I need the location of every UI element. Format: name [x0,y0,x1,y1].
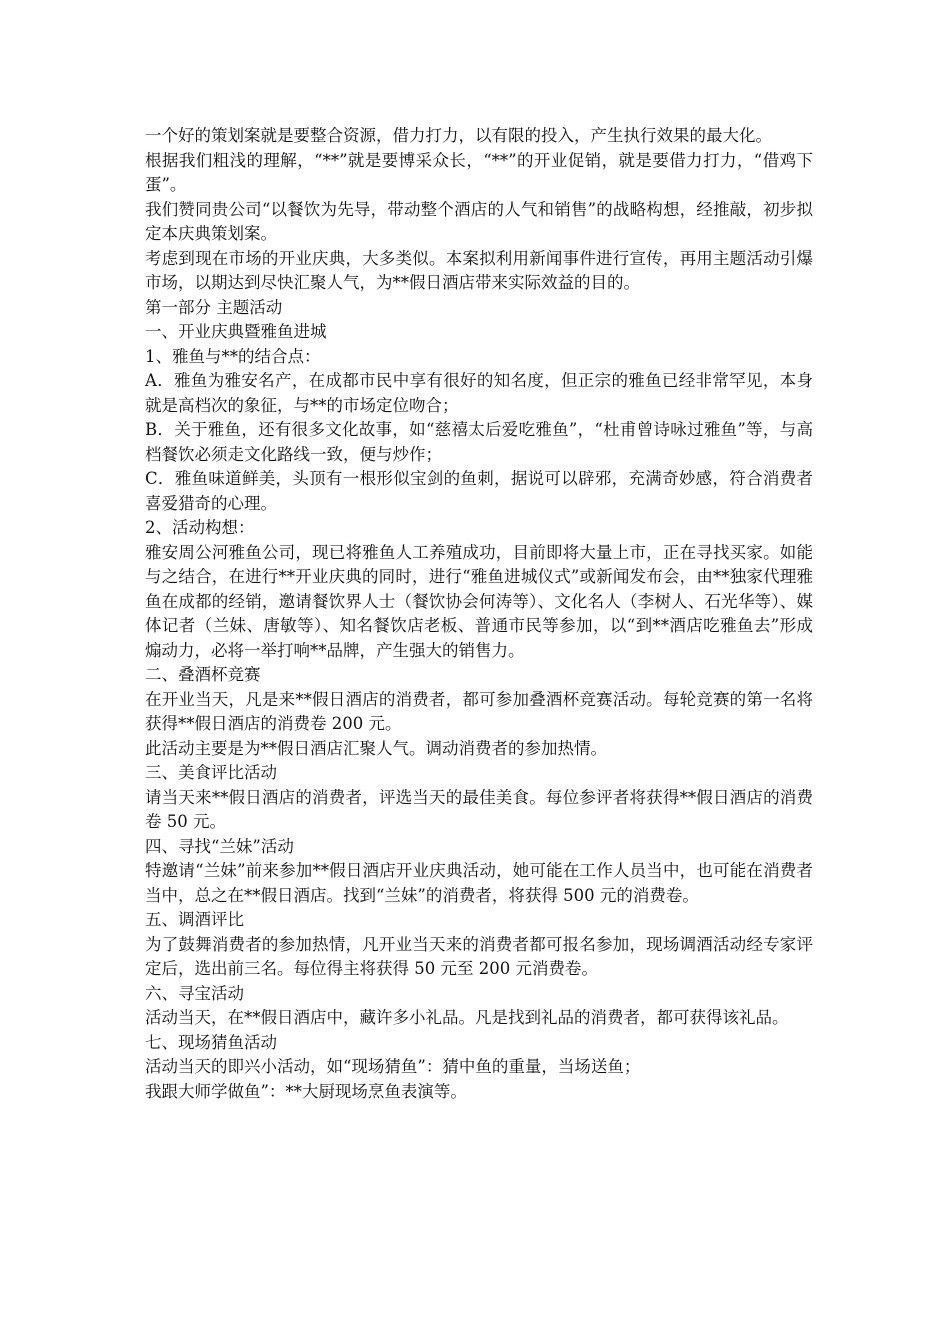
section-heading-part1: 第一部分 主题活动 [145,297,283,317]
paragraph-intro: 一个好的策划案就是要整合资源，借力打力，以有限的投入，产生执行效果的最大化。 [145,126,772,145]
paragraph-concept: 雅安周公河雅鱼公司，现已将雅鱼人工养殖成功，目前即将大量上市，正在寻找买家。如能与之结合，在进行**开业庆典的同时，进行“雅鱼进城仪式”或新闻发布会，由**独家代理雅鱼在成都的经销，邀请餐饮界人士（餐饮协会何涛等）、文化名人（李树人、石光华等）、媒体记者（兰妹、唐敏等）、知名餐饮店老板、普通市民等参加，以“到**酒店吃雅鱼去”形成煽动力，必将一举打响**品牌，产生强大的销售力。 [145,542,813,660]
paragraph-activity-7-extra: 我跟大师学做鱼”：**大厨现场烹鱼表演等。 [145,1081,467,1101]
heading-activity-5: 五、调酒评比 [145,910,244,929]
subheading-combination: 1、雅鱼与**的结合点： [145,346,321,366]
heading-activity-1: 一、开业庆典暨雅鱼进城 [145,322,327,341]
document-body [145,124,813,1104]
heading-activity-4: 四、寻找“兰妹”活动 [145,836,294,856]
paragraph-activity-7: 活动当天的即兴小活动，如“现场猜鱼”：猜中鱼的重量，当场送鱼； [145,1057,641,1076]
paragraph-activity-5: 为了鼓舞消费者的参加热情，凡开业当天来的消费者都可报名参加，现场调酒活动经专家评定后，选出前三名。每位得主将获得 50 元至 200 元消费卷。 [145,934,813,978]
subheading-concept: 2、活动构想： [145,518,255,537]
heading-activity-2: 二、叠酒杯竞赛 [145,665,261,684]
paragraph-activity-2-purpose: 此活动主要是为**假日酒店汇聚人气。调动消费者的参加热情。 [145,738,607,758]
list-item-b: B．关于雅鱼，还有很多文化故事，如“慈禧太后爱吃雅鱼”，“杜甫曾诗咏过雅鱼”等，与高档餐饮必须走文化路线一致，便与炒作； [145,420,813,464]
heading-activity-3: 三、美食评比活动 [145,763,277,782]
paragraph-market: 考虑到现在市场的开业庆典，大多类似。本案拟利用新闻事件进行宣传，再用主题活动引爆市场，以期达到尽快汇聚人气，为**假日酒店带来实际效益的目的。 [145,248,813,292]
heading-activity-6: 六、寻宝活动 [145,983,244,1003]
paragraph-activity-2: 在开业当天，凡是来**假日酒店的消费者，都可参加叠酒杯竞赛活动。每轮竞赛的第一名将获得**假日酒店的消费卷 200 元。 [145,689,813,733]
heading-activity-7: 七、现场猜鱼活动 [145,1032,277,1052]
paragraph-activity-3: 请当天来**假日酒店的消费者，评选当天的最佳美食。每位参评者将获得**假日酒店的消费卷 50 元。 [145,787,813,831]
list-item-a: A．雅鱼为雅安名产，在成都市民中享有很好的知名度，但正宗的雅鱼已经非常罕见，本身就是高档次的象征，与**的市场定位吻合； [145,371,813,415]
paragraph-activity-6: 活动当天，在**假日酒店中，藏许多小礼品。凡是找到礼品的消费者，都可获得该礼品。 [145,1008,789,1027]
paragraph-understanding: 根据我们粗浅的理解，“**”就是要博采众长，“**”的开业促销，就是要借力打力，“借鸡下蛋”。 [145,150,813,194]
list-item-c: C．雅鱼味道鲜美，头顶有一根形似宝剑的鱼刺，据说可以辟邪，充满奇妙感，符合消费者喜爱猎奇的心理。 [145,469,813,513]
paragraph-activity-4: 特邀请“兰妹”前来参加**假日酒店开业庆典活动，她可能在工作人员当中，也可能在消费者当中，总之在**假日酒店。找到“兰妹”的消费者，将获得 500 元的消费卷。 [145,861,813,905]
paragraph-strategy: 我们赞同贵公司“以餐饮为先导，带动整个酒店的人气和销售”的战略构想，经推敲，初步拟定本庆典策划案。 [145,199,813,243]
